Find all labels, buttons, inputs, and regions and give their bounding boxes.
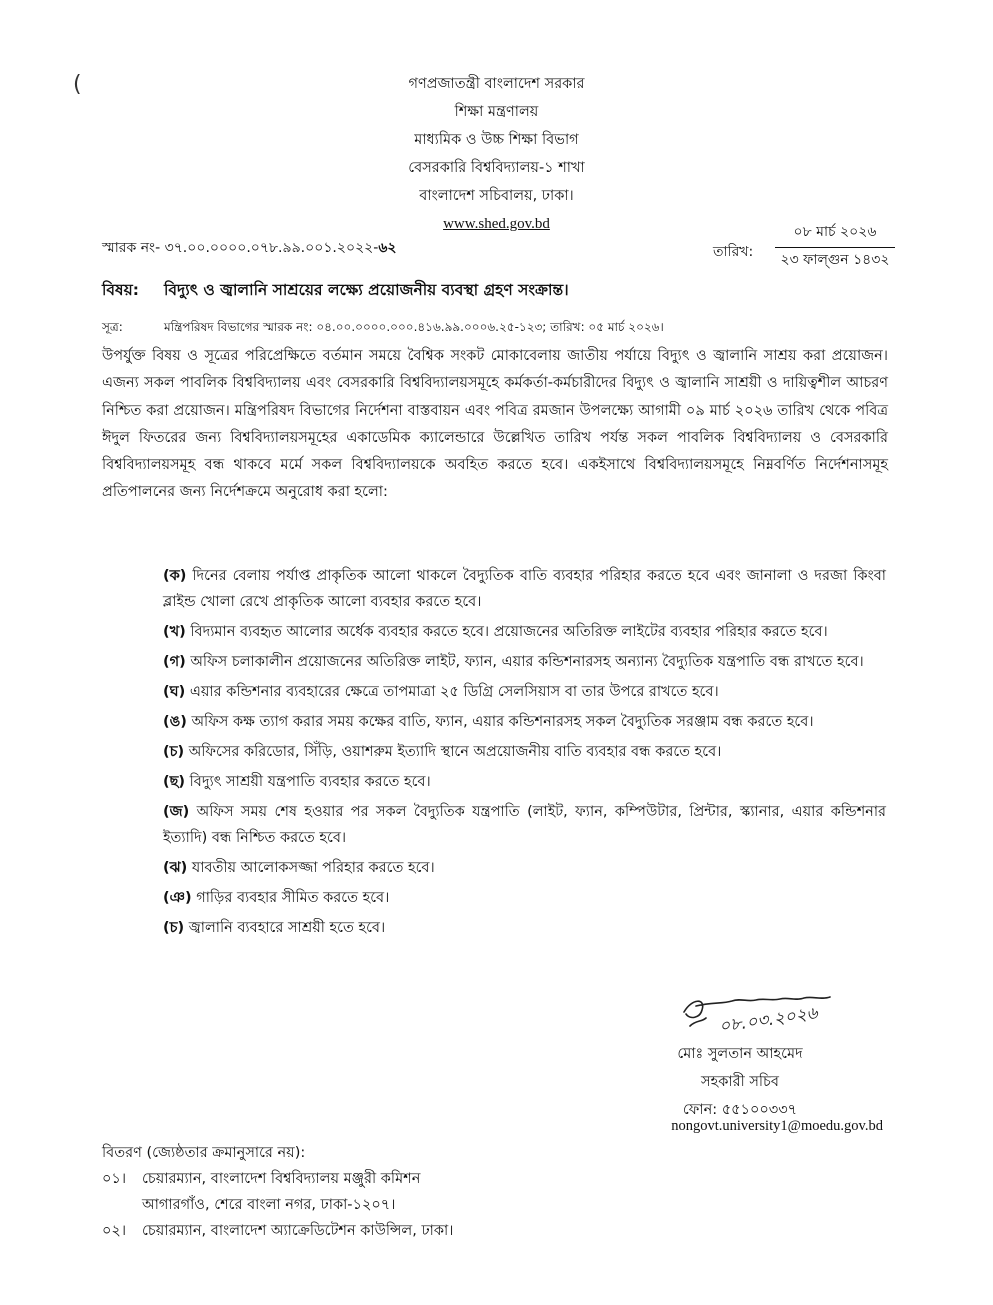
distribution-title: বিতরণ (জ্যেষ্ঠতার ক্রমানুসারে নয়):: [102, 1145, 306, 1161]
list-item: [163, 679, 886, 705]
item-marker: (খ): [163, 624, 186, 640]
directive-list: [163, 563, 886, 945]
list-item: [163, 855, 886, 881]
item-marker: (চ): [163, 744, 185, 760]
item-marker: (জ): [163, 804, 190, 820]
item-marker: (গ): [163, 654, 186, 670]
list-item: [163, 739, 886, 765]
item-marker: (ঘ): [163, 684, 186, 700]
signatory-designation: সহকারী সচিব: [701, 1074, 779, 1090]
entry-line: চেয়ারম্যান, বাংলাদেশ অ্যাক্রেডিটেশন কাউন্সিল, ঢাকা।: [142, 1223, 454, 1239]
item-text: দিনের বেলায় পর্যাপ্ত প্রাকৃতিক আলো থাকলে বৈদ্যুতিক বাতি ব্যবহার পরিহার করতে হবে এবং জানালা ও দরজা কিংবা ব্লাইন্ড খোলা রেখে প্রাকৃতিক আলো ব্যবহার করতে হবে।: [163, 568, 887, 610]
website-link[interactable]: www.shed.gov.bd: [443, 216, 550, 232]
list-item: [163, 769, 886, 795]
memo-number-value: ৩৭.০০.০০০০.০৭৮.৯৯.০০১.২০২২-: [164, 240, 379, 256]
memo-number: [102, 236, 397, 260]
item-text: এয়ার কন্ডিশনার ব্যবহারের ক্ষেত্রে তাপমাত্রা ২৫ ডিগ্রি সেলসিয়াস বা তার উপরে রাখতে হবে।: [189, 684, 719, 700]
item-marker: (চ): [163, 920, 185, 936]
item-text: গাড়ির ব্যবহার সীমিত করতে হবে।: [196, 890, 390, 906]
signatory-email[interactable]: nongovt.university1@moedu.gov.bd: [671, 1118, 883, 1134]
letterhead: [0, 70, 993, 238]
item-marker: (ছ): [163, 774, 186, 790]
item-text: জ্বালানি ব্যবহারে সাশ্রয়ী হতে হবে।: [188, 920, 386, 936]
date-label: তারিখ:: [713, 244, 754, 260]
list-item: [163, 885, 886, 911]
entry-line: আগারগাঁও, শেরে বাংলা নগর, ঢাকা-১২০৭।: [142, 1197, 396, 1213]
signatory-phone: ফোন: ৫৫১০০৩৩৭: [682, 1102, 798, 1118]
reference-label: সূত্র:: [102, 320, 123, 334]
body-paragraph: উপর্যুক্ত বিষয় ও সূত্রের পরিপ্রেক্ষিতে বর্তমান সময়ে বৈশ্বিক সংকট মোকাবেলায় জাতীয় পর্যায়ে বিদ্যুৎ ও জ্বালানি সাশ্রয় করা প্রয়োজন। এজন্য সকল পাবলিক বিশ্ববিদ্যালয় এবং বেসরকারি বিশ্ববিদ্যালয়সমূহে কর্মকর্তা-কর্মচারীদের বিদ্যুৎ ও জ্বালানি সাশ্রয়ী ও দায়িত্বশীল আচরণ নিশ্চিত করা প্রয়োজন। মন্ত্রিপরিষদ বিভাগের নির্দেশনা বাস্তবায়ন এবং পবিত্র রমজান উপলক্ষ্যে আগামী ০৯ মার্চ ২০২৬ তারিখ থেকে পবিত্র ঈদুল ফিতরের জন্য বিশ্ববিদ্যালয়সমূহের একাডেমিক ক্যালেন্ডারে উল্লেখিত তারিখ পর্যন্ত সকল পাবলিক বিশ্ববিদ্যালয় ও বেসরকারি বিশ্ববিদ্যালয়সমূহ বন্ধ থাকবে মর্মে সকল বিশ্ববিদ্যালয়কে অবহিত করতে হবে। একইসাথে বিশ্ববিদ্যালয়সমূহে নিম্নবর্ণিত নির্দেশনাসমূহ প্রতিপালনের জন্য নির্দেশক্রমে অনুরোধ করা হলো:: [102, 348, 888, 501]
entry-line: চেয়ারম্যান, বাংলাদেশ বিশ্ববিদ্যালয় মঞ্জুরী কমিশন: [142, 1171, 421, 1187]
item-marker: (ক): [163, 568, 187, 584]
distribution-entry: [102, 1218, 453, 1244]
signatory-block: [590, 1040, 890, 1124]
header-line-government: গণপ্রজাতন্ত্রী বাংলাদেশ সরকার: [408, 76, 585, 92]
item-text: অফিস কক্ষ ত্যাগ করার সময় কক্ষের বাতি, ফ্যান, এয়ার কন্ডিশনারসহ সকল বৈদ্যুতিক সরঞ্জাম বন্ধ করতে হবে।: [191, 714, 814, 730]
item-marker: (ঞ): [163, 890, 192, 906]
subject-text: বিদ্যুৎ ও জ্বালানি সাশ্রয়ের লক্ষ্যে প্রয়োজনীয় ব্যবস্থা গ্রহণ সংক্রান্ত।: [164, 281, 569, 299]
entry-number: ০২।: [102, 1223, 127, 1239]
distribution-entry-continuation: [102, 1192, 453, 1218]
item-text: বিদ্যমান ব্যবহৃত আলোর অর্ধেক ব্যবহার করতে হবে। প্রয়োজনের অতিরিক্ত লাইটের ব্যবহার পরিহার করতে হবে।: [190, 624, 828, 640]
list-item: [163, 709, 886, 735]
header-line-branch: বেসরকারি বিশ্ববিদ্যালয়-১ শাখা: [408, 160, 585, 176]
item-text: অফিস সময় শেষ হওয়ার পর সকল বৈদ্যুতিক যন্ত্রপাতি (লাইট, ফ্যান, কম্পিউটার, প্রিন্টার, স্ক্যানার, এয়ার কন্ডিশনার ইত্যাদি) বন্ধ নিশ্চিত করতে হবে।: [163, 804, 887, 846]
header-line-ministry: শিক্ষা মন্ত্রণালয়: [454, 104, 539, 120]
list-item: [163, 619, 886, 645]
memo-label: স্মারক নং-: [102, 240, 165, 256]
header-line-secretariat: বাংলাদেশ সচিবালয়, ঢাকা।: [419, 188, 574, 204]
handwritten-signature: [672, 992, 882, 1042]
entry-number: ০১।: [102, 1171, 127, 1187]
distribution-list: [102, 1140, 453, 1244]
list-item: [163, 649, 886, 675]
item-text: অফিস চলাকালীন প্রয়োজনের অতিরিক্ত লাইট, ফ্যান, এয়ার কন্ডিশনারসহ অন্যান্য বৈদ্যুতিক যন্ত্রপাতি বন্ধ রাখতে হবে।: [190, 654, 864, 670]
subject-label: বিষয়:: [102, 281, 139, 299]
memo-number-suffix: ৬২: [378, 240, 397, 256]
date-bangla: ২৩ ফাল্গুন ১৪৩২: [780, 252, 890, 268]
item-marker: (ঙ): [163, 714, 187, 730]
list-item: [163, 915, 886, 941]
item-text: অফিসের করিডোর, সিঁড়ি, ওয়াশরুম ইত্যাদি স্থানে অপ্রয়োজনীয় বাতি ব্যবহার বন্ধ করতে হবে।: [188, 744, 722, 760]
item-text: বিদ্যুৎ সাশ্রয়ী যন্ত্রপাতি ব্যবহার করতে হবে।: [189, 774, 431, 790]
subject-line: [102, 278, 569, 304]
handwritten-date: ০৮.০৩.২০২৬: [717, 1003, 819, 1037]
item-marker: (ঝ): [163, 860, 188, 876]
stray-mark: (: [73, 72, 82, 97]
list-item: [163, 563, 886, 615]
reference-line: [102, 319, 664, 339]
reference-text: মন্ত্রিপরিষদ বিভাগের স্মারক নং: ০৪.০০.০০০০.০০০.৪১৬.৯৯.০০০৬.২৫-১২৩; তারিখ: ০৫ মার্চ ২০২৬।: [164, 320, 664, 334]
distribution-entry: [102, 1166, 453, 1192]
item-text: যাবতীয় আলোকসজ্জা পরিহার করতে হবে।: [191, 860, 435, 876]
date-gregorian: ০৮ মার্চ ২০২৬: [775, 220, 895, 248]
header-line-division: মাধ্যমিক ও উচ্চ শিক্ষা বিভাগ: [414, 132, 579, 148]
list-item: [163, 799, 886, 851]
signatory-name: মোঃ সুলতান আহমেদ: [677, 1046, 803, 1062]
